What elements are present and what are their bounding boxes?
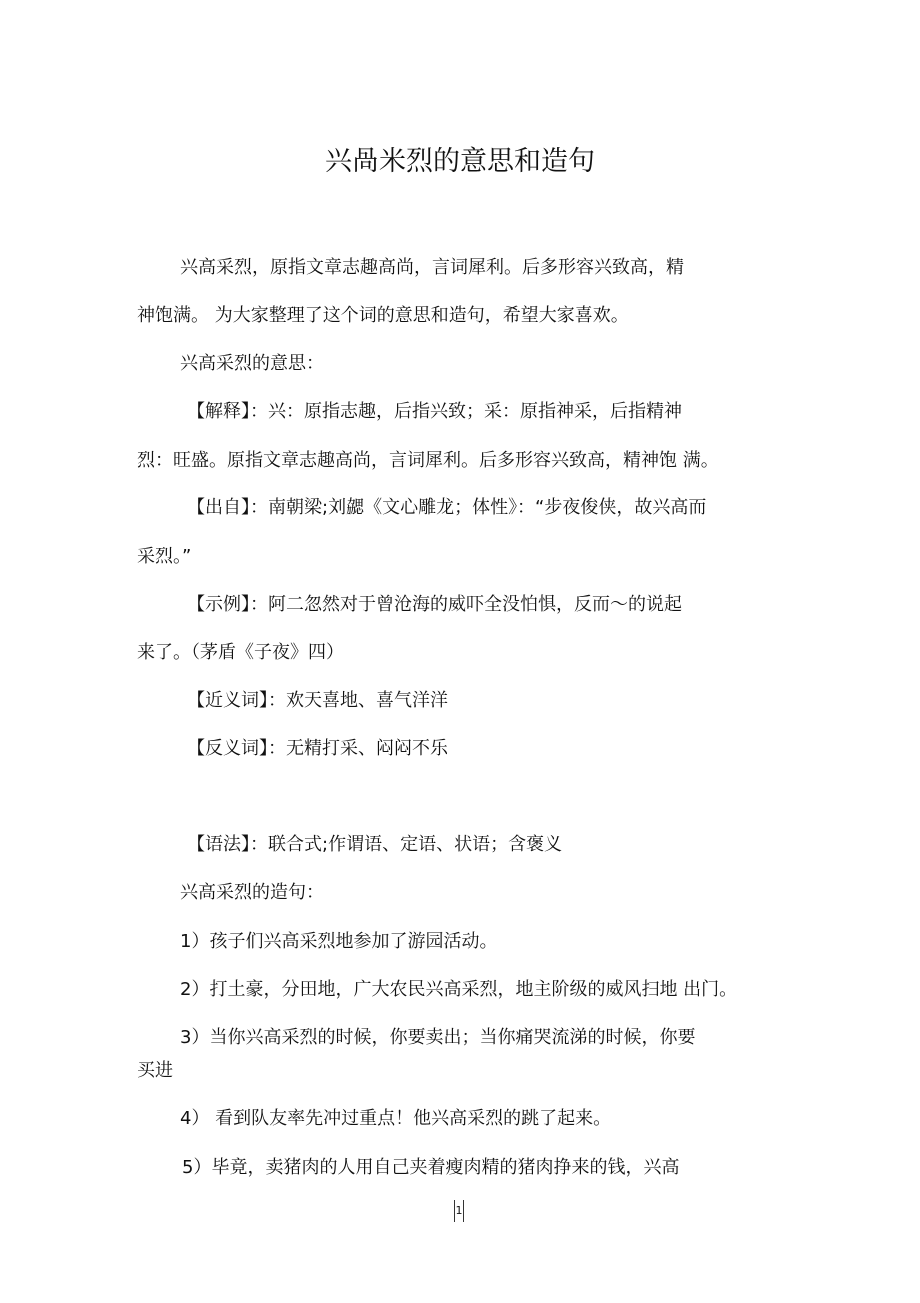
sentence-2: 2）打土豪，分田地，广大农民兴高采烈，地主阶级的威风扫地 出门。 [180, 979, 738, 1000]
sentence-3-line-1: 3）当你兴高采烈的时候，你要卖出；当你痛哭流涕的时候，你要 [180, 1027, 696, 1048]
sentence-3-line-2: 买进 [137, 1060, 173, 1081]
explanation-line-2: 烈：旺盛。原指文章志趣高尚，言词犀利。后多形容兴致高，精神饱 满。 [137, 450, 719, 471]
explanation-line-1: 【解释】：兴：原指志趣，后指兴致；采：原指神采，后指精神 [187, 401, 682, 422]
intro-line-2: 神饱满。 为大家整理了这个词的意思和造句，希望大家喜欢。 [137, 305, 629, 326]
sentence-4: 4） 看到队友率先冲过重点！他兴高采烈的跳了起来。 [180, 1108, 612, 1129]
antonyms-line: 【反义词】：无精打采、闷闷不乐 [187, 738, 448, 759]
page-title: 兴咼米烈的意思和造句 [325, 146, 595, 177]
sentences-heading: 兴高采烈的造句： [180, 882, 324, 903]
meaning-heading: 兴高采烈的意思： [180, 353, 324, 374]
intro-line-1: 兴高采烈，原指文章志趣高尚，言词犀利。后多形容兴致高，精 [180, 257, 684, 278]
source-line-2: 采烈。” [137, 546, 192, 567]
grammar-line: 【语法】：联合式;作谓语、定语、状语；含褒义 [187, 834, 563, 855]
example-line-2: 来了。（茅盾《子夜》四） [137, 642, 344, 663]
sentence-1: 1）孩子们兴高采烈地参加了游园活动。 [180, 931, 498, 952]
sentence-5: 5）毕竟，卖猪肉的人用自己夹着瘦肉精的猪肉挣来的钱，兴高 [182, 1157, 680, 1178]
source-line-1: 【出自】：南朝梁;刘勰《文心雕龙；体性》：“步夜俊侠，故兴高而 [187, 497, 707, 518]
synonyms-line: 【近义词】：欢天喜地、喜气洋洋 [187, 690, 448, 711]
example-line-1: 【示例】：阿二忽然对于曾沧海的威吓全没怕惧，反而〜的说起 [187, 594, 682, 615]
page-number: 1 [454, 1200, 464, 1222]
